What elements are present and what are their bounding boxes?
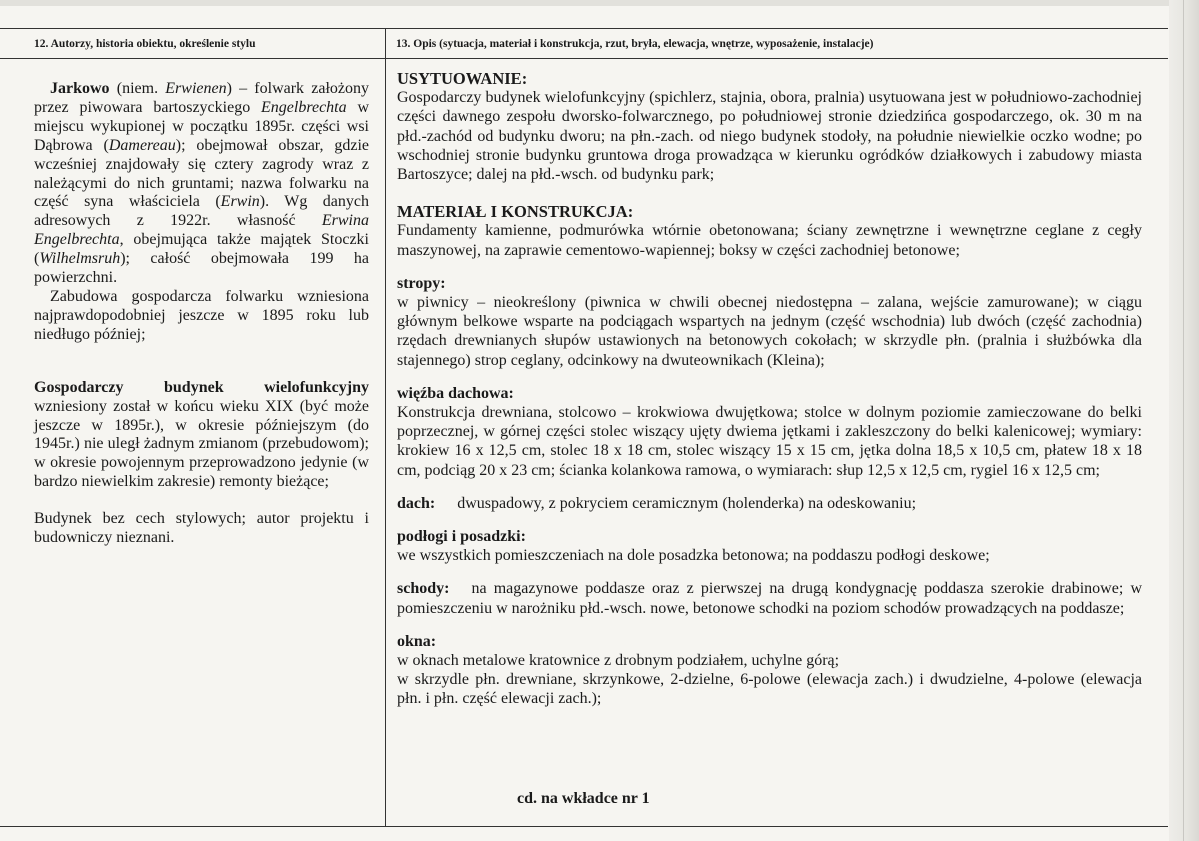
section-12-header: 12. Autorzy, historia obiektu, określenie stylu — [34, 38, 256, 50]
history-column — [34, 80, 369, 548]
history-paragraph — [34, 80, 369, 288]
section-heading: USYTUOWANIE: — [397, 69, 528, 88]
history-text: ); całość obejmowała 199 ha powierzchni. — [34, 250, 369, 287]
section-text: Gospodarczy budynek wielofunkcyjny (spichlerz, stajnia, obora, pralnia) usytuowana jest w południowo-zachodniej części dawnego zespołu dworsko-folwarcznego, po południowej stronie dziedzińca gospodarczego, ok. 30 m na płd.-zachód od budynku dworu; na płn.-zach. od niego budynek stodoły, na południe niewielkie oczko wodne; po wschodniej stronie budynku gruntowa droga prowadząca w kierunku ogródków działkowych i zabudowy miasta Bartoszyce; dalej na płd.-wsch. od budynku park; — [397, 89, 1142, 184]
building-name: Gospodarczy budynek wielofunkcyjny — [34, 378, 369, 396]
table-border — [0, 58, 1168, 59]
table-border — [0, 826, 1168, 827]
section-heading: schody: — [397, 580, 450, 598]
history-text: ); obejmował obszar, gdzie wcześniej znajdowały się cztery zagrody wraz z należącymi do nich gruntami; nazwa folwarku na część syna właściciela ( — [34, 136, 369, 211]
section-text: Konstrukcja drewniana, stolcowo – krokwiowa dwujętkowa; stolce w dolnym poziomie zamieczowane do belki poprzecznej, w górnej części stolec wiszący ujęty dwiema jętkami i zakleszczony do belki kalenicowej; wymiary: krokiew 16 x 12,5 cm, stolec 18 x 18 cm, stolec wiszący 15 x 15 cm, jętka dolna 18,5 x 10,5 cm, płatew 18 x 18 cm, podciąg 20 x 23 cm; ścianka kolankowa ramowa, o wymiarach: słup 12,5 x 12,5 cm, rygiel 16 x 12,5 cm; — [397, 404, 1142, 479]
history-paragraph: wzniesiony został w końcu wieku XIX (być może jeszcze w 1895r.), w okresie późniejszym (do 1945r.) nie uległ żadnym zmianom (przebudowom); w okresie powojennym przeprowadzono jedynie (w bardzo niewielkim zakresie) remonty bieżące; — [34, 397, 369, 491]
person-name: Erwin — [220, 193, 260, 211]
continuation-note: cd. na wkładce nr 1 — [517, 790, 650, 807]
section-heading: więźba dachowa: — [397, 384, 514, 402]
german-name: Damereau — [108, 136, 176, 154]
section-heading: podłogi i posadzki: — [397, 528, 526, 546]
section-text: w piwnicy – nieokreślony (piwnica w chwili obecnej niedostępna – zalana, wejście zamurowane); w ciągu głównym belkowe wsparte na podciągach wspartych na jednym (część wschodnia) lub dwóch (część zachodnia) rzędach drewnianych słupów ustawionych na betonowych cokołach; w skrzydle płn. (pralnia i służbówka dla stajennego) strop ceglany, odcinkowy na dwuteownikach (Kleina); — [397, 294, 1142, 369]
schody-paragraph — [397, 579, 1142, 617]
history-text: w miejscu wykupionej w początku 1895r. części wsi Dąbrowa ( — [34, 98, 369, 154]
section-heading: dach: — [397, 494, 436, 512]
german-name: Wilhelmsruh — [39, 250, 121, 268]
dach-line — [397, 494, 1142, 513]
section-13-header: 13. Opis (sytuacja, materiał i konstrukcja, rzut, bryła, elewacja, wnętrze, wyposażenie, instalacje) — [396, 38, 874, 50]
section-text: w skrzydle płn. drewniane, skrzynkowe, 2-dzielne, 6-polowe (elewacja zach.) i dwudzielne, 4-polowe (elewacja płn. i płn. część elewacji zach.); — [397, 671, 1142, 708]
scan-edge — [0, 0, 1199, 6]
section-heading: stropy: — [397, 274, 446, 292]
place-name: Jarkowo — [50, 80, 110, 97]
person-name: Engelbrechta — [261, 98, 347, 116]
history-text: ). Wg danych adresowych z 1922r. własność — [34, 193, 370, 230]
history-text: (niem. — [109, 80, 166, 97]
history-text: , obejmująca także majątek Stoczki ( — [34, 231, 369, 268]
section-heading: okna: — [397, 632, 437, 650]
section-text: na magazynowe poddasze oraz z pierwszej na drugą kondygnację poddasza szerokie drabinowe; w pomieszczeniu w narożniku płd.-wsch. nowe, betonowe schodki na poziom schodów prowadzących na poddasze; — [397, 580, 1142, 617]
section-text: w oknach metalowe kratownice z drobnym podziałem, uchylne górą; — [397, 652, 840, 670]
section-text: dwuspadowy, z pokryciem ceramicznym (holenderka) na odeskowaniu; — [457, 494, 917, 512]
style-paragraph: Budynek bez cech stylowych; autor projektu i budowniczy nieznani. — [34, 510, 369, 547]
person-name: Erwina Engelbrechta — [34, 212, 369, 249]
german-name: Erwienen — [165, 80, 227, 97]
description-column — [397, 69, 1142, 709]
history-paragraph: Zabudowa gospodarcza folwarku wzniesiona najprawdopodobniej jeszcze w 1895 roku lub niedługo później; — [34, 287, 369, 343]
scan-edge — [1169, 0, 1199, 841]
history-text: ) – folwark założony przez piwowara bartoszyckiego — [34, 80, 369, 116]
section-text: Fundamenty kamienne, podmurówka wtórnie obetonowana; ściany zewnętrzne i wewnętrzne ceglane z cegły maszynowej, na zaprawie cementowo-wapiennej; boksy w części zachodniej betonowe; — [397, 222, 1142, 259]
building-title — [34, 379, 369, 398]
section-heading: MATERIAŁ I KONSTRUKCJA: — [397, 202, 634, 222]
section-text: we wszystkich pomieszczeniach na dole posadzka betonowa; na poddaszu podłogi deskowe; — [397, 547, 990, 565]
table-border — [0, 28, 1168, 29]
column-divider — [385, 28, 386, 826]
